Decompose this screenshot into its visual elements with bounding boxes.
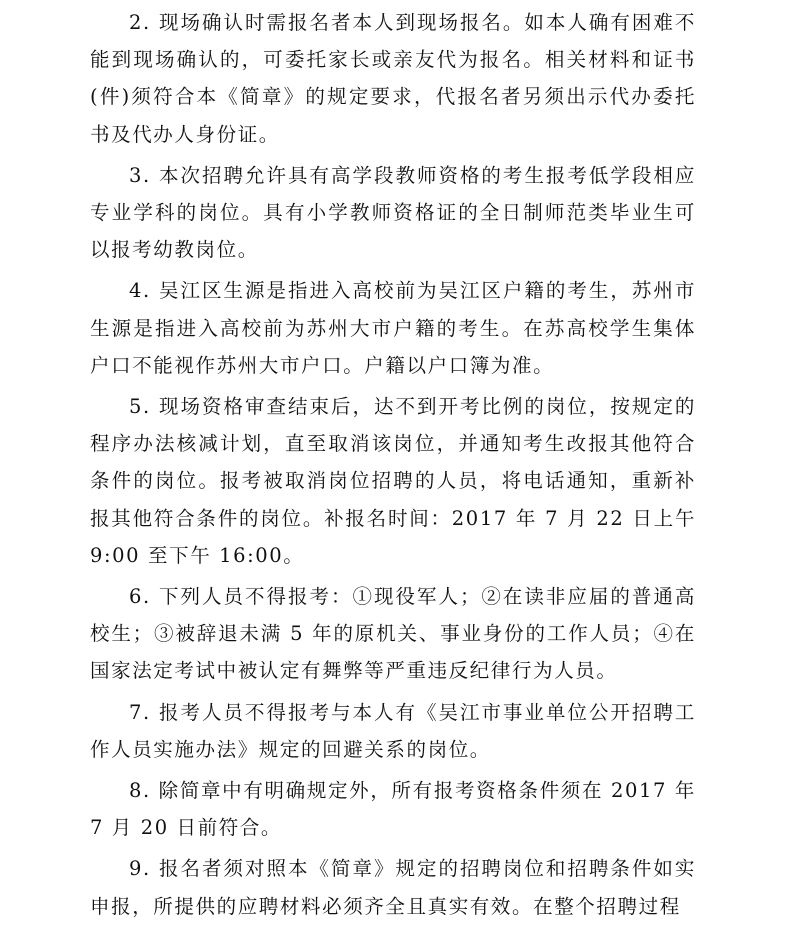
paragraph-item-9: 9. 报名者须对照本《简章》规定的招聘岗位和招聘条件如实申报，所提供的应聘材料必须齐全且真实有效。在整个招聘过程 <box>90 857 696 918</box>
paragraph-item-3: 3. 本次招聘允许具有高学段教师资格的考生报考低学段相应专业学科的岗位。具有小学教师资格证的全日制师范类毕业生可以报考幼教岗位。 <box>90 163 696 262</box>
paragraph-item-6: 6. 下列人员不得报考：①现役军人；②在读非应届的普通高校生；③被辞退未满 5 年的原机关、事业身份的工作人员；④在国家法定考试中被认定有舞弊等严重违反纪律行为人员。 <box>90 585 696 683</box>
document-body <box>90 4 696 929</box>
paragraph-item-7: 7. 报考人员不得报考与本人有《吴江市事业单位公开招聘工作人员实施办法》规定的回避关系的岗位。 <box>90 700 696 761</box>
paragraph-item-5: 5. 现场资格审查结束后，达不到开考比例的岗位，按规定的程序办法核减计划，直至取消该岗位，并通知考生改报其他符合条件的岗位。报考被取消岗位招聘的人员，将电话通知，重新补报其他符合条件的岗位。补报名时间：2017 年 7 月 22 日上午 9:00 至下午 16:00。 <box>90 395 696 567</box>
paragraph-item-2: 2. 现场确认时需报名者本人到现场报名。如本人确有困难不能到现场确认的，可委托家长或亲友代为报名。相关材料和证书(件)须符合本《简章》的规定要求，代报名者另须出示代办委托书及代办人身份证。 <box>90 11 696 146</box>
paragraph-item-4: 4. 吴江区生源是指进入高校前为吴江区户籍的考生，苏州市生源是指进入高校前为苏州大市户籍的考生。在苏高校学生集体户口不能视作苏州大市户口。户籍以户口簿为准。 <box>90 279 696 377</box>
paragraph-item-8: 8. 除简章中有明确规定外，所有报考资格条件须在 2017 年 7 月 20 日前符合。 <box>90 779 696 840</box>
